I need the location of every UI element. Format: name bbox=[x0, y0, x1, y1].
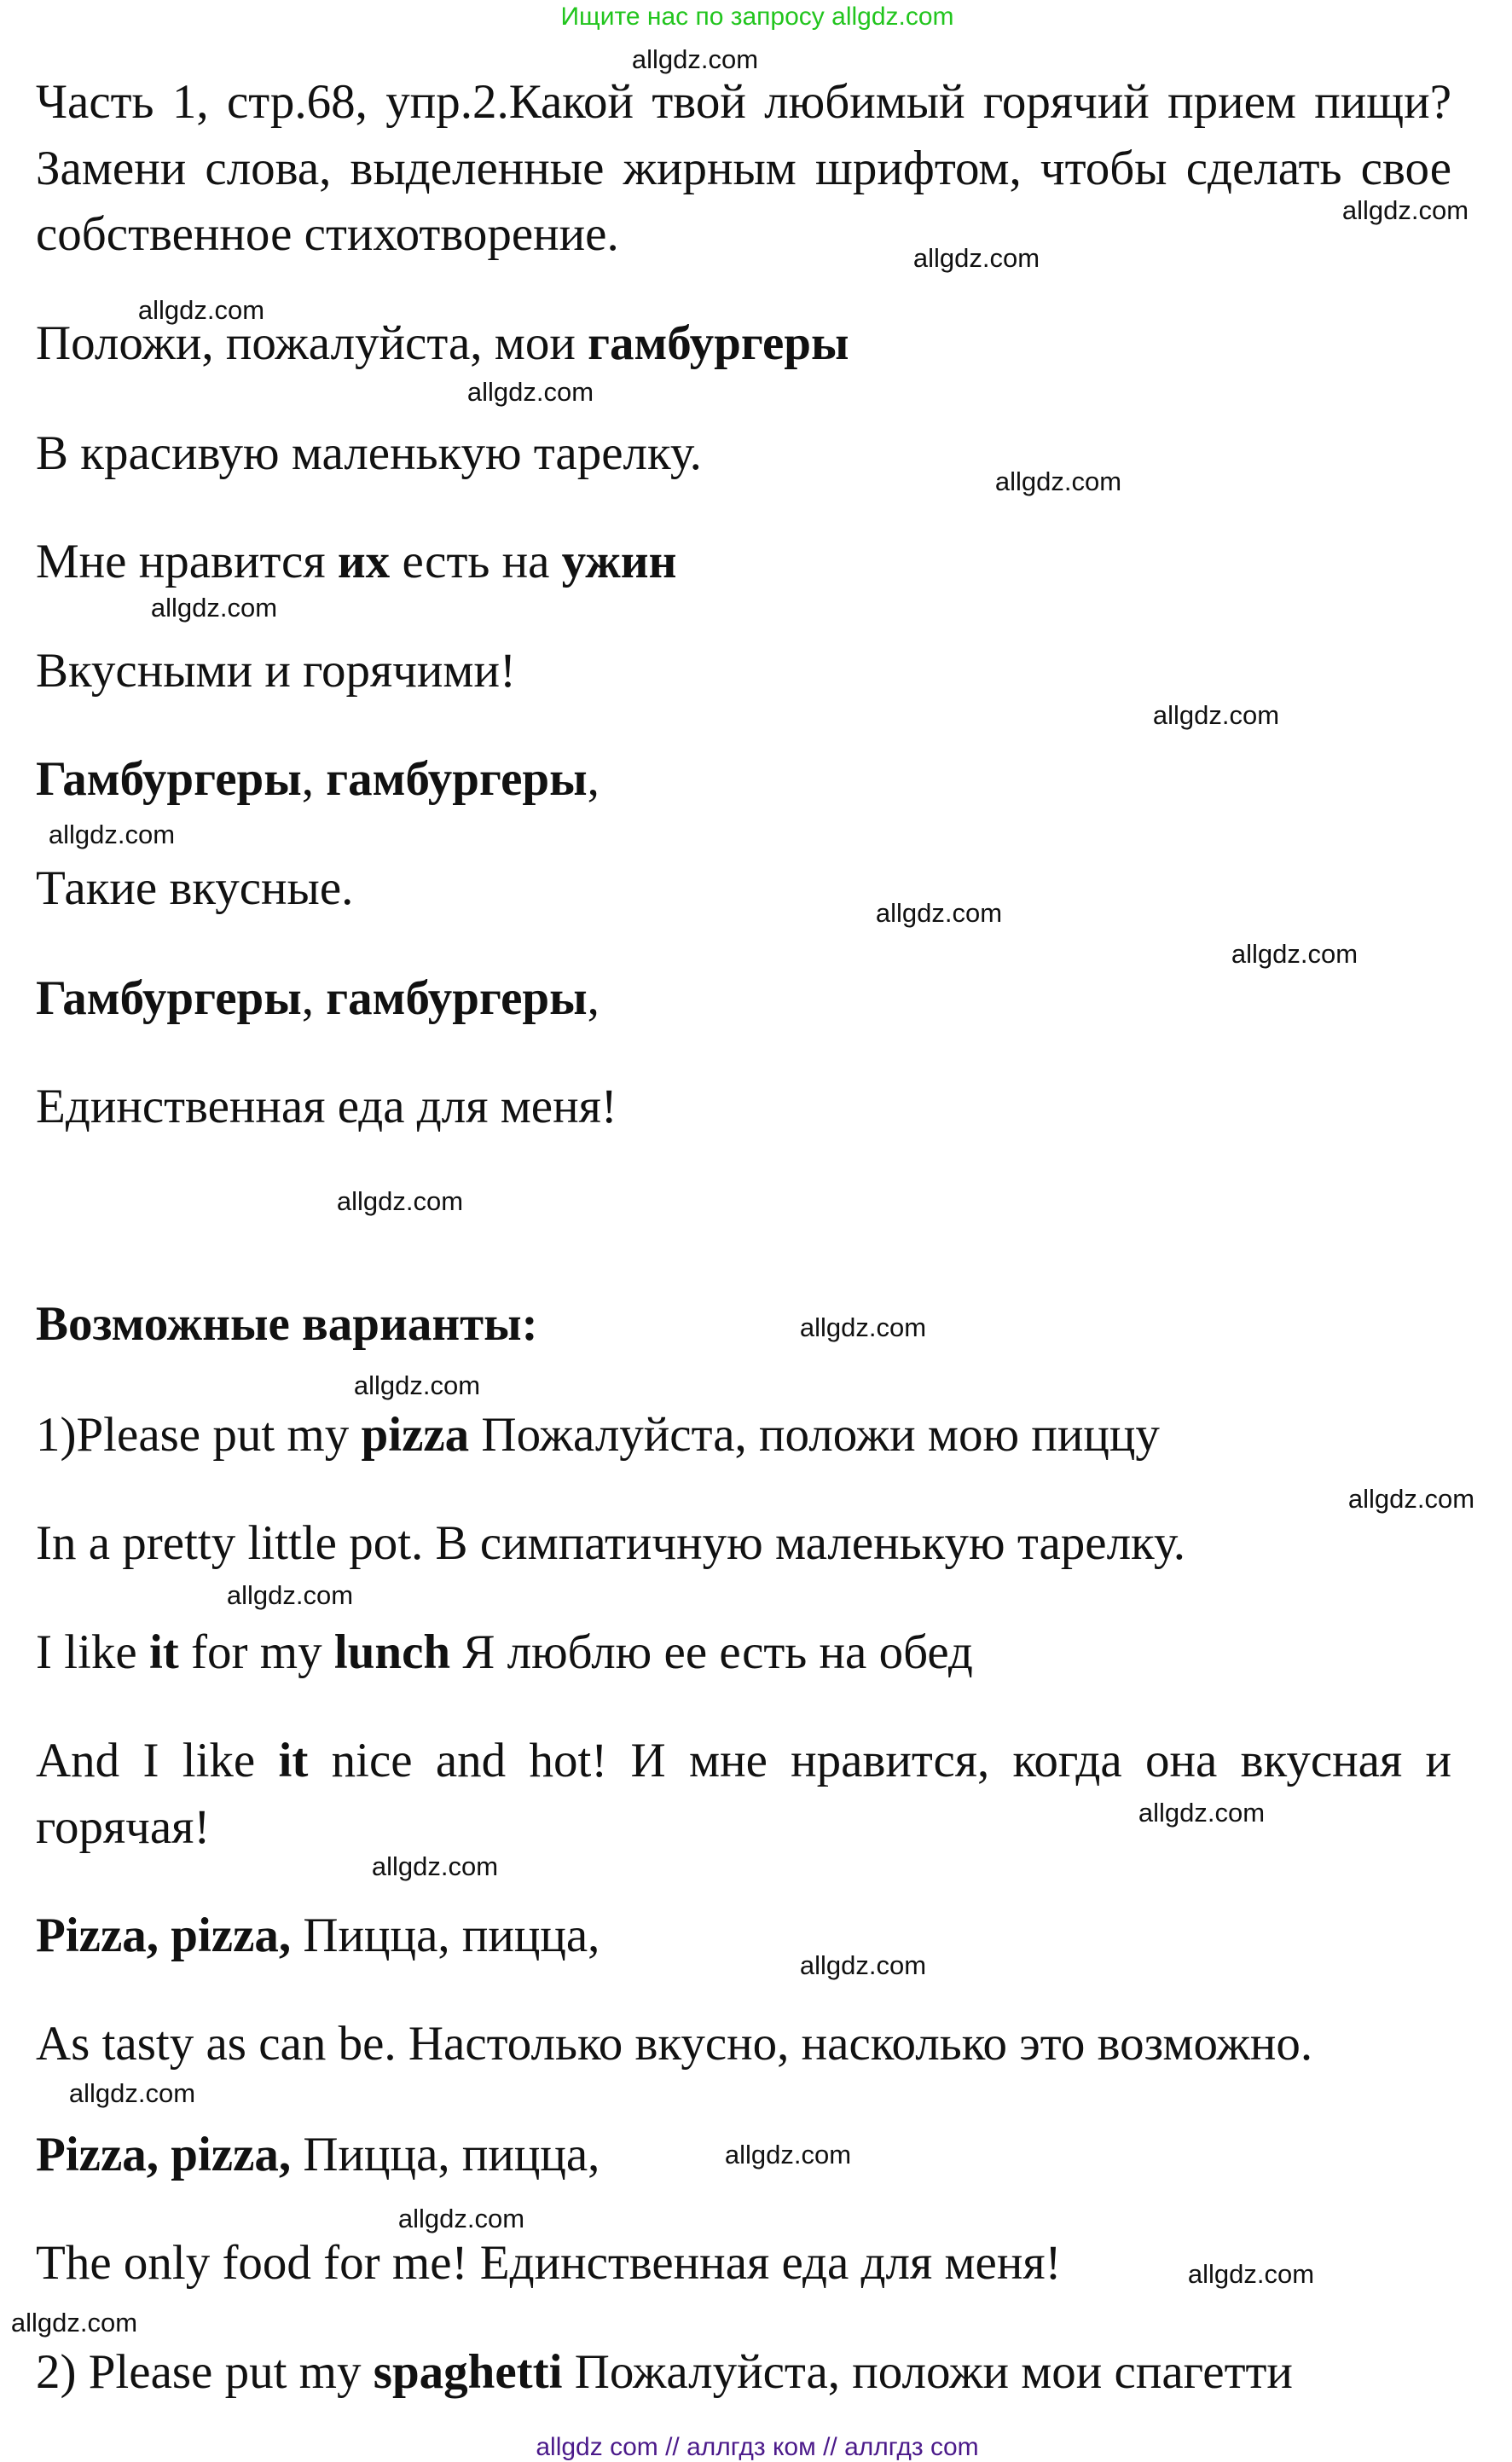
text-segment: Замени слова, выделенные жирным шрифтом, чтобы сделать свое bbox=[36, 142, 1451, 195]
text-segment: Пицца, пицца, bbox=[291, 1909, 600, 1962]
watermark-text: allgdz.com bbox=[150, 593, 278, 623]
watermark-text: allgdz.com bbox=[353, 1370, 481, 1400]
text-line bbox=[36, 1906, 600, 1966]
watermark-text: allgdz.com bbox=[226, 1580, 354, 1610]
footer-banner: allgdz com // аллгдз ком // аллгдз com bbox=[536, 2433, 979, 2461]
text-line bbox=[36, 2125, 600, 2185]
text-segment: Вкусными и горячими! bbox=[36, 644, 516, 698]
text-line bbox=[36, 750, 600, 809]
watermark-text: allgdz.com bbox=[336, 1186, 464, 1216]
watermark-text: allgdz.com bbox=[1138, 1798, 1266, 1828]
watermark-text: allgdz.com bbox=[10, 2308, 138, 2337]
text-segment: Положи, пожалуйста, мои bbox=[36, 316, 588, 370]
bold-word: гамбургеры bbox=[326, 971, 588, 1025]
text-line bbox=[36, 1405, 1160, 1465]
watermark-text: allgdz.com bbox=[799, 1312, 927, 1342]
watermark-text: allgdz.com bbox=[1231, 939, 1358, 969]
watermark-text: allgdz.com bbox=[1341, 195, 1469, 225]
text-segment: nice and hot! И мне нравится, когда она вкусная и bbox=[308, 1734, 1451, 1787]
text-segment: 1)Please put my bbox=[36, 1408, 362, 1462]
text-segment: Пожалуйста, положи мою пиццу bbox=[469, 1408, 1160, 1462]
bold-word: гамбургеры bbox=[588, 316, 849, 370]
bold-word: pizza bbox=[361, 1408, 470, 1462]
bold-word: их bbox=[337, 535, 391, 588]
text-segment: Такие вкусные. bbox=[36, 861, 354, 915]
text-line bbox=[36, 2343, 1293, 2402]
text-line bbox=[36, 859, 353, 918]
text-line bbox=[36, 641, 516, 701]
bold-word: Гамбургеры bbox=[36, 752, 302, 806]
text-segment: Пицца, пицца, bbox=[291, 2128, 600, 2181]
text-line bbox=[36, 532, 676, 592]
text-line bbox=[36, 139, 1451, 199]
watermark-text: allgdz.com bbox=[799, 1950, 927, 1980]
text-segment: I like bbox=[36, 1625, 149, 1679]
bold-word: Гамбургеры bbox=[36, 971, 302, 1025]
text-segment: Единственная еда для меня! bbox=[36, 1080, 617, 1133]
text-segment: собственное стихотворение. bbox=[36, 207, 619, 261]
watermark-text: allgdz.com bbox=[912, 243, 1040, 273]
text-segment: , bbox=[301, 752, 327, 806]
text-segment: , bbox=[301, 971, 327, 1025]
text-segment: The only food for me! Единственная еда для меня! bbox=[36, 2236, 1062, 2290]
text-line bbox=[36, 1514, 1185, 1573]
text-line bbox=[36, 1798, 210, 1857]
watermark-text: allgdz.com bbox=[466, 377, 594, 407]
watermark-text: allgdz.com bbox=[68, 2078, 196, 2108]
watermark-text: allgdz.com bbox=[724, 2140, 852, 2169]
text-segment: In a pretty little pot. В симпатичную маленькую тарелку. bbox=[36, 1516, 1185, 1570]
bold-word: Возможные варианты: bbox=[36, 1297, 538, 1351]
text-segment: for my bbox=[178, 1625, 334, 1679]
text-segment: As tasty as can be. Настолько вкусно, насколько это возможно. bbox=[36, 2017, 1313, 2071]
bold-word: spaghetti bbox=[373, 2345, 563, 2399]
watermark-text: allgdz.com bbox=[137, 295, 265, 325]
search-banner: Ищите нас по запросу allgdz.com bbox=[560, 3, 954, 31]
text-segment: , bbox=[587, 971, 600, 1025]
text-line bbox=[36, 1623, 973, 1683]
text-line bbox=[36, 205, 619, 264]
bold-word: ужин bbox=[561, 535, 677, 588]
text-segment: Мне нравится bbox=[36, 535, 338, 588]
text-segment: Пожалуйста, положи мои спагетти bbox=[562, 2345, 1293, 2399]
text-line bbox=[36, 1077, 617, 1137]
text-line bbox=[36, 969, 600, 1028]
watermark-text: allgdz.com bbox=[631, 44, 759, 74]
text-segment: And I like bbox=[36, 1734, 279, 1787]
bold-word: lunch bbox=[333, 1625, 451, 1679]
text-line bbox=[36, 2014, 1312, 2074]
text-segment: Я люблю ее есть на обед bbox=[450, 1625, 973, 1679]
text-segment: В красивую маленькую тарелку. bbox=[36, 426, 702, 480]
text-segment: , bbox=[587, 752, 600, 806]
watermark-text: allgdz.com bbox=[48, 820, 176, 849]
text-segment: Часть 1, стр.68, упр.2.Какой твой любимый горячий прием пищи? bbox=[36, 75, 1451, 129]
bold-word: Pizza, pizza, bbox=[36, 2128, 292, 2181]
watermark-text: allgdz.com bbox=[1187, 2259, 1315, 2289]
text-segment: есть на bbox=[390, 535, 562, 588]
watermark-text: allgdz.com bbox=[1152, 700, 1280, 730]
text-segment: 2) Please put my bbox=[36, 2345, 374, 2399]
section-heading bbox=[36, 1295, 538, 1354]
bold-word: it bbox=[278, 1734, 309, 1787]
watermark-text: allgdz.com bbox=[397, 2204, 525, 2233]
text-line bbox=[36, 2233, 1062, 2293]
bold-word: гамбургеры bbox=[326, 752, 588, 806]
text-line bbox=[36, 1731, 1451, 1791]
watermark-text: allgdz.com bbox=[875, 898, 1003, 928]
bold-word: it bbox=[148, 1625, 179, 1679]
watermark-text: allgdz.com bbox=[1347, 1484, 1475, 1514]
bold-word: Pizza, pizza, bbox=[36, 1909, 292, 1962]
text-line bbox=[36, 72, 1451, 132]
text-segment: горячая! bbox=[36, 1800, 211, 1854]
watermark-text: allgdz.com bbox=[994, 466, 1122, 496]
text-line bbox=[36, 424, 702, 484]
watermark-text: allgdz.com bbox=[371, 1851, 499, 1881]
